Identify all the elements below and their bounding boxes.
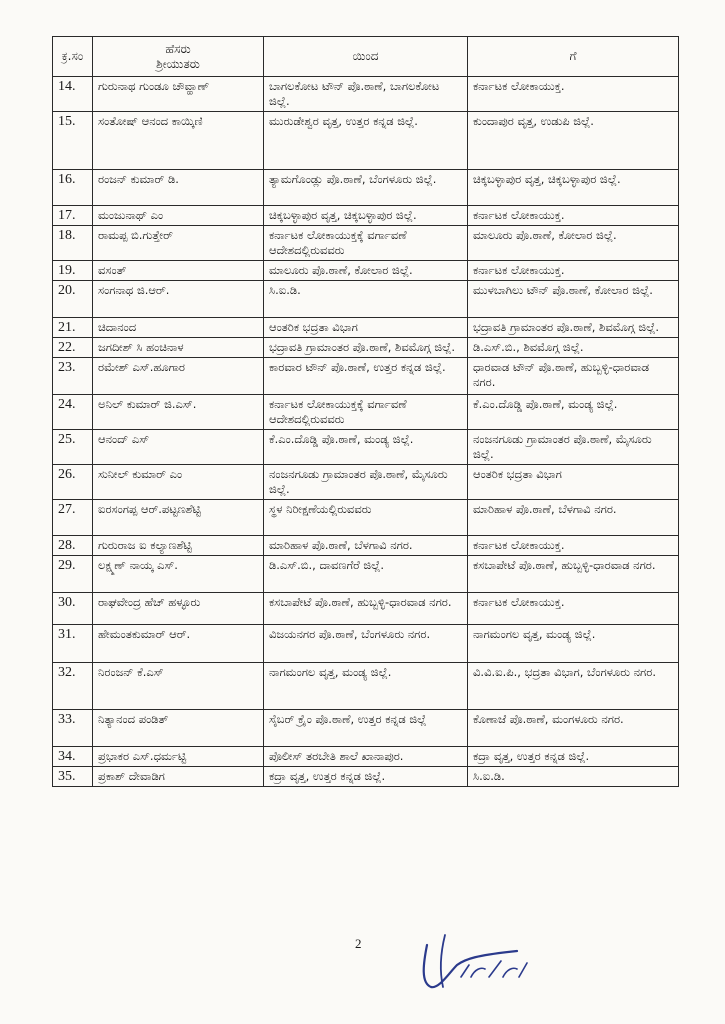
row-serial: 15.	[53, 112, 93, 170]
row-name: ರಮೇಶ್ ಎಸ್.ಹೂಗಾರ	[93, 358, 264, 395]
row-serial: 17.	[53, 206, 93, 226]
row-serial: 23.	[53, 358, 93, 395]
row-name: ಸಂತೋಷ್ ಆನಂದ ಕಾಯ್ಕಿಣಿ	[93, 112, 264, 170]
row-from: ಸೈಬರ್ ಕ್ರೈಂ ಪೊ.ಠಾಣೆ, ಉತ್ತರ ಕನ್ನಡ ಜಿಲ್ಲೆ	[264, 710, 468, 747]
row-name: ನಿತ್ಯಾನಂದ ಪಂಡಿತ್	[93, 710, 264, 747]
row-serial: 18.	[53, 226, 93, 261]
header-name-line1: ಹೆಸರು	[165, 41, 191, 56]
row-to: ನಂಜನಗೂಡು ಗ್ರಾಮಾಂತರ ಪೊ.ಠಾಣೆ, ಮೈಸೂರು ಜಿಲ್ಲೆ.	[468, 430, 679, 465]
row-name: ಲಕ್ಷ್ಮಣ್ ನಾಯ್ಕ ಎಸ್.	[93, 556, 264, 593]
table-row	[53, 281, 679, 318]
header-name-line2: ಶ್ರೀಯುತರು	[156, 56, 200, 71]
row-name: ನಿರಂಜನ್ ಕೆ.ಎಸ್	[93, 663, 264, 710]
row-name: ಸಂಗನಾಥ ಜಿ.ಆರ್.	[93, 281, 264, 318]
row-to: ವಿ.ವಿ.ಐ.ಪಿ., ಭದ್ರತಾ ವಿಭಾಗ, ಬೆಂಗಳೂರು ನಗರ.	[468, 663, 679, 710]
row-to: ಧಾರವಾಡ ಟೌನ್ ಪೊ.ಠಾಣೆ, ಹುಬ್ಬಳ್ಳಿ-ಧಾರವಾಡ ನಗರ.	[468, 358, 679, 395]
row-serial: 16.	[53, 170, 93, 206]
table-row	[53, 593, 679, 625]
transfer-table	[52, 36, 679, 787]
row-from: ಕದ್ರಾ ವೃತ್ತ, ಉತ್ತರ ಕನ್ನಡ ಜಿಲ್ಲೆ.	[264, 767, 468, 787]
row-from: ಡಿ.ಎಸ್.ಬಿ., ದಾವಣಗೆರೆ ಜಿಲ್ಲೆ.	[264, 556, 468, 593]
row-serial: 34.	[53, 747, 93, 767]
row-to: ಆಂತರಿಕ ಭದ್ರತಾ ವಿಭಾಗ	[468, 465, 679, 500]
row-from: ಪೊಲೀಸ್ ತರಬೇತಿ ಶಾಲೆ ಖಾನಾಪುರ.	[264, 747, 468, 767]
signature	[405, 925, 535, 995]
row-to: ಕರ್ನಾಟಕ ಲೋಕಾಯುಕ್ತ.	[468, 206, 679, 226]
table-row	[53, 358, 679, 395]
row-serial: 32.	[53, 663, 93, 710]
row-serial: 31.	[53, 625, 93, 663]
table-row	[53, 77, 679, 112]
row-name: ಗುರುರಾಜ ಐ ಕಲ್ಯಾಣಶೆಟ್ಟಿ	[93, 536, 264, 556]
row-to: ಕೊಣಾಜೆ ಪೊ.ಠಾಣೆ, ಮಂಗಳೂರು ನಗರ.	[468, 710, 679, 747]
table-row	[53, 556, 679, 593]
table-row	[53, 767, 679, 787]
row-name: ಐರಸಂಗಪ್ಪ ಆರ್.ಪಟ್ಟಣಶೆಟ್ಟಿ	[93, 500, 264, 536]
row-from: ಸಿ.ಐ.ಡಿ.	[264, 281, 468, 318]
row-to: ಕದ್ರಾ ವೃತ್ತ, ಉತ್ತರ ಕನ್ನಡ ಜಿಲ್ಲೆ.	[468, 747, 679, 767]
row-from: ಸ್ಥಳ ನಿರೀಕ್ಷಣೆಯಲ್ಲಿರುವವರು	[264, 500, 468, 536]
row-from: ನಂಜನಗೂಡು ಗ್ರಾಮಾಂತರ ಪೊ.ಠಾಣೆ, ಮೈಸೂರು ಜಿಲ್ಲೆ.	[264, 465, 468, 500]
row-to: ಕರ್ನಾಟಕ ಲೋಕಾಯುಕ್ತ.	[468, 261, 679, 281]
row-to: ಕರ್ನಾಟಕ ಲೋಕಾಯುಕ್ತ.	[468, 536, 679, 556]
row-to: ಕುಂದಾಪುರ ವೃತ್ತ, ಉಡುಪಿ ಜಿಲ್ಲೆ.	[468, 112, 679, 170]
row-to: ನಾಗಮಂಗಲ ವೃತ್ತ, ಮಂಡ್ಯ ಜಿಲ್ಲೆ.	[468, 625, 679, 663]
table-row	[53, 710, 679, 747]
row-serial: 27.	[53, 500, 93, 536]
row-serial: 25.	[53, 430, 93, 465]
table-row	[53, 261, 679, 281]
row-to: ಸಿ.ಐ.ಡಿ.	[468, 767, 679, 787]
row-from: ಕಸಬಾಪೇಟೆ ಪೊ.ಠಾಣೆ, ಹುಬ್ಬಳ್ಳಿ-ಧಾರವಾಡ ನಗರ.	[264, 593, 468, 625]
header-to: ಗೆ	[468, 37, 679, 77]
header-from: ಯಿಂದ	[264, 37, 468, 77]
row-to: ಮುಳಬಾಗಿಲು ಟೌನ್ ಪೊ.ಠಾಣೆ, ಕೋಲಾರ ಜಿಲ್ಲೆ.	[468, 281, 679, 318]
row-to: ಚಿಕ್ಕಬಳ್ಳಾಪುರ ವೃತ್ತ, ಚಿಕ್ಕಬಳ್ಳಾಪುರ ಜಿಲ್ಲೆ.	[468, 170, 679, 206]
row-to: ಕರ್ನಾಟಕ ಲೋಕಾಯುಕ್ತ.	[468, 593, 679, 625]
row-name: ರಂಜನ್ ಕುಮಾರ್ ಡಿ.	[93, 170, 264, 206]
row-from: ಮುರುಡೇಶ್ವರ ವೃತ್ತ, ಉತ್ತರ ಕನ್ನಡ ಜಿಲ್ಲೆ.	[264, 112, 468, 170]
row-from: ನಾಗಮಂಗಲ ವೃತ್ತ, ಮಂಡ್ಯ ಜಿಲ್ಲೆ.	[264, 663, 468, 710]
row-from: ತ್ಯಾಮಗೊಂಡ್ಲು ಪೊ.ಠಾಣೆ, ಬೆಂಗಳೂರು ಜಿಲ್ಲೆ.	[264, 170, 468, 206]
row-name: ಆನಂದ್ ಎಸ್	[93, 430, 264, 465]
row-name: ರಾಮಪ್ಪ ಬಿ.ಗುತ್ತೇರ್	[93, 226, 264, 261]
row-from: ಮಾಲೂರು ಪೊ.ಠಾಣೆ, ಕೋಲಾರ ಜಿಲ್ಲೆ.	[264, 261, 468, 281]
row-name: ಮಂಜುನಾಥ್ ಎಂ	[93, 206, 264, 226]
table-row	[53, 318, 679, 338]
table-row	[53, 395, 679, 430]
row-name: ಸುನೀಲ್ ಕುಮಾರ್ ಎಂ	[93, 465, 264, 500]
row-serial: 20.	[53, 281, 93, 318]
row-name: ಹೇಮಂತಕುಮಾರ್ ಆರ್.	[93, 625, 264, 663]
row-from: ಕಾರವಾರ ಟೌನ್ ಪೊ.ಠಾಣೆ, ಉತ್ತರ ಕನ್ನಡ ಜಿಲ್ಲೆ.	[264, 358, 468, 395]
table-row	[53, 663, 679, 710]
header-serial: ಕ್ರ.ಸಂ	[53, 37, 93, 77]
row-from: ಕೆ.ಎಂ.ದೊಡ್ಡಿ ಪೊ.ಠಾಣೆ, ಮಂಡ್ಯ ಜಿಲ್ಲೆ.	[264, 430, 468, 465]
row-serial: 29.	[53, 556, 93, 593]
row-from: ಕರ್ನಾಟಕ ಲೋಕಾಯುಕ್ತಕ್ಕೆ ವರ್ಗಾವಣೆ ಆದೇಶದಲ್ಲಿರುವವರು	[264, 226, 468, 261]
table-row	[53, 430, 679, 465]
row-from: ಚಿಕ್ಕಬಳ್ಳಾಪುರ ವೃತ್ತ, ಚಿಕ್ಕಬಳ್ಳಾಪುರ ಜಿಲ್ಲೆ.	[264, 206, 468, 226]
row-from: ವಿಜಯನಗರ ಪೊ.ಠಾಣೆ, ಬೆಂಗಳೂರು ನಗರ.	[264, 625, 468, 663]
row-serial: 21.	[53, 318, 93, 338]
header-name	[93, 37, 264, 77]
row-serial: 33.	[53, 710, 93, 747]
row-name: ಚಿದಾನಂದ	[93, 318, 264, 338]
row-name: ಗುರುನಾಥ ಗುಂಡೂ ಚೌವ್ಹಾಣ್	[93, 77, 264, 112]
row-name: ಅನಿಲ್ ಕುಮಾರ್ ಜಿ.ಎಸ್.	[93, 395, 264, 430]
row-to: ಕರ್ನಾಟಕ ಲೋಕಾಯುಕ್ತ.	[468, 77, 679, 112]
row-name: ರಾಘವೇಂದ್ರ ಹೆಚ್ ಹಳ್ಳೂರು	[93, 593, 264, 625]
row-name: ಜಗದೀಶ್ ಸಿ ಹಂಚಿನಾಳ	[93, 338, 264, 358]
row-serial: 30.	[53, 593, 93, 625]
table-header-row	[53, 37, 679, 77]
row-to: ಕಸಬಾಪೇಟೆ ಪೊ.ಠಾಣೆ, ಹುಬ್ಬಳ್ಳಿ-ಧಾರವಾಡ ನಗರ.	[468, 556, 679, 593]
row-serial: 26.	[53, 465, 93, 500]
row-from: ಬಾಗಲಕೋಟ ಟೌನ್ ಪೊ.ಠಾಣೆ, ಬಾಗಲಕೋಟ ಜಿಲ್ಲೆ.	[264, 77, 468, 112]
row-serial: 28.	[53, 536, 93, 556]
row-serial: 24.	[53, 395, 93, 430]
row-serial: 19.	[53, 261, 93, 281]
row-serial: 35.	[53, 767, 93, 787]
table-row	[53, 170, 679, 206]
table-row	[53, 206, 679, 226]
row-from: ಮಾರಿಹಾಳ ಪೊ.ಠಾಣೆ, ಬೆಳಗಾವಿ ನಗರ.	[264, 536, 468, 556]
table-row	[53, 112, 679, 170]
row-serial: 22.	[53, 338, 93, 358]
row-from: ಭದ್ರಾವತಿ ಗ್ರಾಮಾಂತರ ಪೊ.ಠಾಣೆ, ಶಿವಮೊಗ್ಗ ಜಿಲ್ಲೆ.	[264, 338, 468, 358]
page-number: 2	[355, 936, 362, 951]
row-to: ಮಾರಿಹಾಳ ಪೊ.ಠಾಣೆ, ಬೆಳಗಾವಿ ನಗರ.	[468, 500, 679, 536]
table-row	[53, 226, 679, 261]
row-to: ಭದ್ರಾವತಿ ಗ್ರಾಮಾಂತರ ಪೊ.ಠಾಣೆ, ಶಿವಮೊಗ್ಗ ಜಿಲ್ಲೆ.	[468, 318, 679, 338]
table-row	[53, 465, 679, 500]
row-to: ಡಿ.ಎಸ್.ಬಿ., ಶಿವಮೊಗ್ಗ ಜಿಲ್ಲೆ.	[468, 338, 679, 358]
table-row	[53, 625, 679, 663]
row-to: ಕೆ.ಎಂ.ದೊಡ್ಡಿ ಪೊ.ಠಾಣೆ, ಮಂಡ್ಯ ಜಿಲ್ಲೆ.	[468, 395, 679, 430]
table-body	[53, 77, 679, 787]
row-name: ವಸಂತ್	[93, 261, 264, 281]
table-row	[53, 338, 679, 358]
row-serial: 14.	[53, 77, 93, 112]
table-row	[53, 747, 679, 767]
row-name: ಪ್ರಕಾಶ್ ದೇವಾಡಿಗ	[93, 767, 264, 787]
table-row	[53, 500, 679, 536]
row-from: ಕರ್ನಾಟಕ ಲೋಕಾಯುಕ್ತಕ್ಕೆ ವರ್ಗಾವಣೆ ಆದೇಶದಲ್ಲಿರುವವರು	[264, 395, 468, 430]
row-name: ಪ್ರಭಾಕರ ಎಸ್.ಧರ್ಮಟ್ಟಿ	[93, 747, 264, 767]
table-row	[53, 536, 679, 556]
row-from: ಆಂತರಿಕ ಭದ್ರತಾ ವಿಭಾಗ	[264, 318, 468, 338]
row-to: ಮಾಲೂರು ಪೊ.ಠಾಣೆ, ಕೋಲಾರ ಜಿಲ್ಲೆ.	[468, 226, 679, 261]
